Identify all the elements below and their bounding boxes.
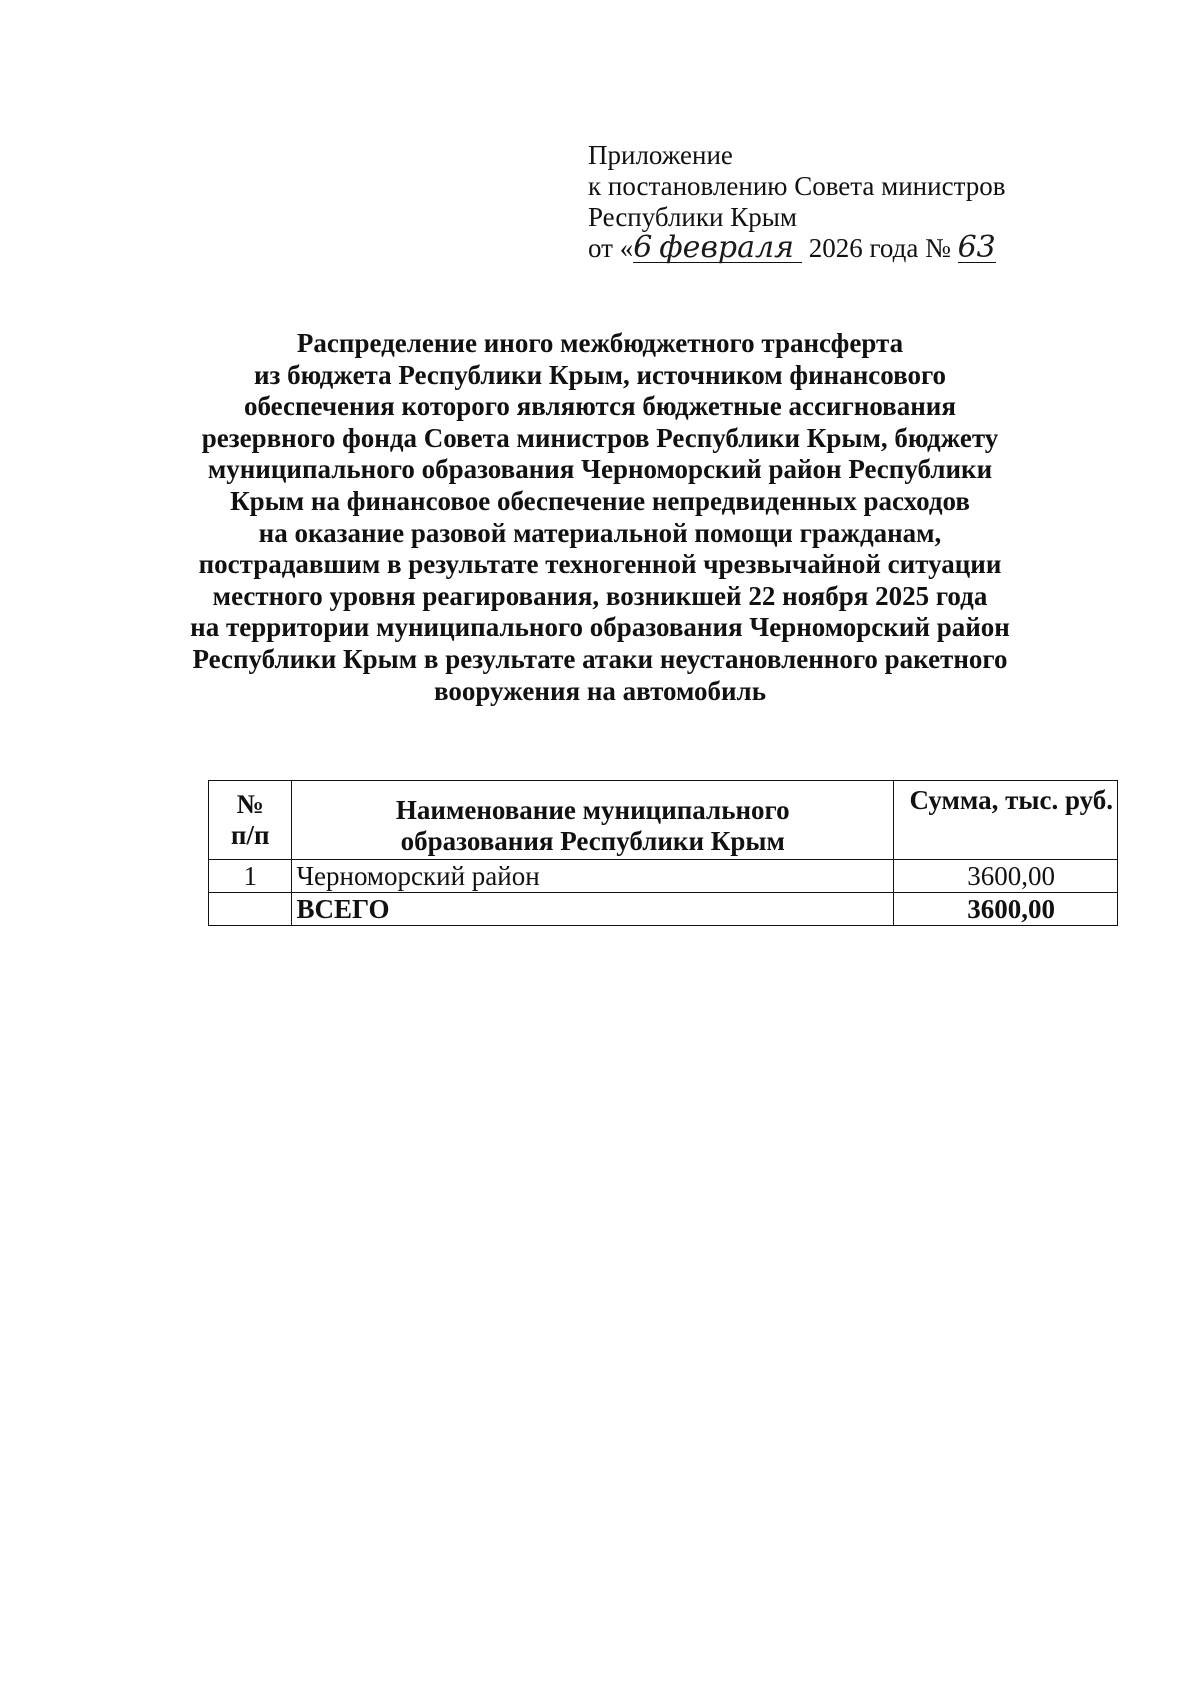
table-row	[209, 860, 1118, 893]
header-number-line-2: п/п	[230, 820, 270, 850]
title-line: вооружения на автомобиль	[433, 675, 766, 706]
handwritten-day: 6	[633, 230, 653, 265]
title-line: на территории муниципального образования Черноморский район	[190, 612, 1010, 643]
title-line: обеспечения которого являются бюджетные ассигнования	[244, 391, 956, 422]
table-header-row	[209, 781, 1118, 860]
row-number: 1	[209, 860, 292, 893]
title-line: местного уровня реагирования, возникшей 22 ноября 2025 года	[212, 580, 988, 611]
appendix-line-2: к постановлению Совета министров	[588, 171, 1006, 201]
handwritten-doc-number: 63	[957, 230, 996, 265]
number-blank	[957, 230, 996, 265]
table-total-row	[209, 893, 1118, 926]
header-number	[209, 781, 292, 860]
total-sum: 3600,00	[894, 893, 1118, 926]
distribution-table	[208, 780, 1118, 926]
row-sum: 3600,00	[894, 860, 1118, 893]
title-line: Республики Крым в результате атаки неустановленного ракетного	[192, 643, 1008, 674]
total-label: ВСЕГО	[292, 893, 894, 926]
title-line: пострадавшим в результате техногенной чрезвычайной ситуации	[198, 549, 1002, 580]
header-number-line-1: №	[236, 789, 264, 819]
header-name-line-1: Наименование муниципального	[395, 795, 790, 825]
header-sum: Сумма, тыс. руб.	[894, 781, 1118, 860]
date-prefix: от «	[588, 233, 634, 263]
title-line: Крым на финансовое обеспечение непредвиденных расходов	[230, 485, 970, 516]
document-title	[150, 328, 1050, 707]
row-name: Черноморский район	[292, 860, 894, 893]
header-name-line-2: образования Республики Крым	[400, 826, 785, 856]
appendix-block	[588, 140, 1005, 264]
title-line: муниципального образования Черноморский район Республики	[207, 454, 993, 485]
title-line: из бюджета Республики Крым, источником финансового	[253, 359, 947, 390]
title-line: резервного фонда Совета министров Республики Крым, бюджету	[201, 422, 999, 453]
date-blank	[633, 230, 802, 265]
appendix-line-3: Республики Крым	[588, 202, 797, 232]
handwritten-month: февраля	[659, 230, 794, 265]
total-number	[209, 893, 292, 926]
title-line: на оказание разовой материальной помощи гражданам,	[258, 517, 942, 548]
date-year: 2026 года №	[808, 233, 951, 263]
appendix-line-1: Приложение	[588, 140, 733, 170]
appendix-date-line	[588, 230, 1005, 265]
header-name	[292, 781, 894, 860]
title-line: Распределение иного межбюджетного трансферта	[296, 328, 904, 358]
